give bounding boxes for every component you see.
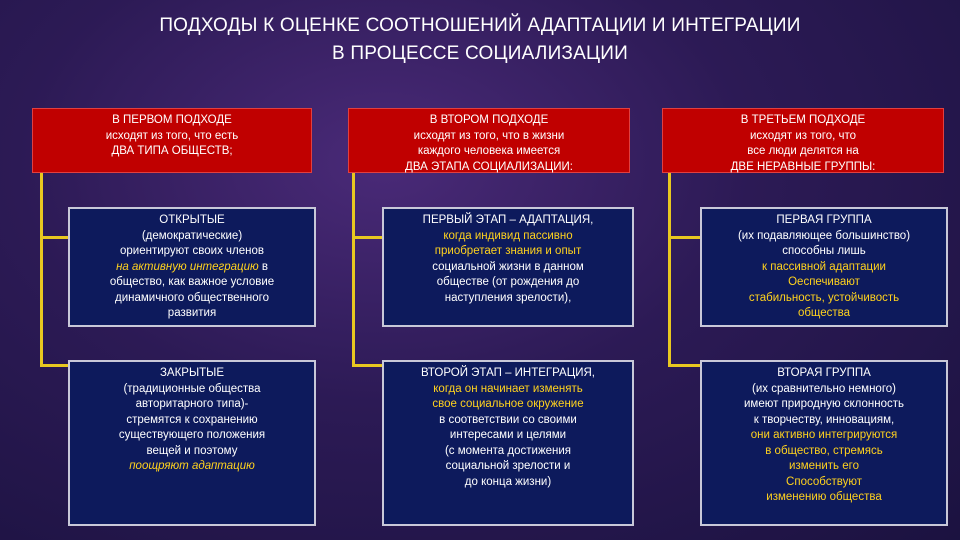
approach-3-emphasis: ДВЕ НЕРАВНЫЕ ГРУППЫ: [730,160,876,173]
approach-2-title: В ВТОРОМ ПОДХОДЕ [429,114,549,126]
approach-2-text: каждого человека имеется [417,145,561,157]
approach-3-header [662,108,944,173]
group-1-highlight: стабильность, устойчивость [748,291,900,304]
connector-vertical-3 [668,173,671,367]
stage-1-highlight: когда индивид пассивно [443,229,573,242]
connector-h-2a [352,236,382,239]
group-1-title: ПЕРВАЯ ГРУППА [776,214,872,226]
approach-2-emphasis: ДВА ЭТАПА СОЦИАЛИЗАЦИИ: [405,160,573,173]
closed-societies-line: (традиционные общества [123,382,261,395]
group-1-text: способны лишь [782,245,866,257]
group-2-text: к творчеству, инновациям, [753,413,895,426]
stage-2-text: в соответствии со своими [439,413,577,426]
group-2-text: имеют природную склонность [743,398,905,410]
title-line-2: В ПРОЦЕССЕ СОЦИАЛИЗАЦИИ [332,43,628,64]
slide-title [0,12,960,68]
connector-vertical-1 [40,173,43,367]
stage-1-title: ПЕРВЫЙ ЭТАП – АДАПТАЦИЯ, [422,214,594,226]
stage-1-text: наступления зрелости), [444,291,572,304]
stage-2-highlight: когда он начинает изменять [433,382,583,395]
approach-1-emphasis: ДВА ТИПА ОБЩЕСТВ; [111,145,233,157]
stage-1-box [382,207,634,327]
group-2-highlight: в общество, стремясь [765,444,883,457]
group-2-highlight: они активно интегрируются [750,429,898,441]
group-1-highlight: общества [797,307,851,319]
closed-societies-line: стремятся к сохранению [126,413,258,426]
group-1-box [700,207,948,327]
approach-2-header [348,108,630,173]
stage-2-title: ВТОРОЙ ЭТАП – ИНТЕГРАЦИЯ, [420,367,596,379]
closed-societies-line: авторитарного типа)- [135,398,249,410]
active-integration-emphasis: на активную интеграцию [116,260,259,273]
group-2-highlight: изменению общества [766,491,882,503]
approach-1-header [32,108,312,173]
connector-h-2b [352,364,382,367]
stage-1-highlight: приобретает знания и опыт [434,245,582,257]
approach-3-text: исходят из того, что [749,129,856,142]
stage-2-text: интересами и целями [449,429,567,441]
approach-3-title: В ТРЕТЬЕМ ПОДХОДЕ [740,114,866,126]
approach-1-text: исходят из того, что есть [105,129,239,142]
open-societies-line: (демократические) [141,229,243,242]
stage-1-text: социальной жизни в данном [432,260,584,273]
open-societies-line: динамичного общественного [114,291,270,304]
closed-societies-line: вещей и поэтому [146,444,238,457]
stage-2-box [382,360,634,526]
open-societies-line: общество, как важное условие [109,276,275,288]
approach-3-text: все люди делятся на [747,145,859,157]
open-societies-box [68,207,316,327]
encourage-adaptation-emphasis: поощряют адаптацию [129,460,255,472]
title-line-1: ПОДХОДЫ К ОЦЕНКЕ СООТНОШЕНИЙ АДАПТАЦИИ И ИНТЕГРАЦИИ [159,15,801,36]
group-1-text: (их подавляющее большинство) [737,229,911,242]
stage-1-text: обществе (от рождения до [436,276,580,288]
group-2-title: ВТОРАЯ ГРУППА [777,367,871,379]
open-societies-title: ОТКРЫТЫЕ [159,214,225,226]
connector-h-1b [40,364,68,367]
connector-h-3a [668,236,700,239]
connector-h-3b [668,364,700,367]
open-societies-line: развития [167,307,217,319]
stage-2-text: социальной зрелости и [445,460,571,472]
group-1-highlight: к пассивной адаптации [762,260,886,273]
closed-societies-line: существующего положения [118,429,266,441]
connector-vertical-2 [352,173,355,367]
group-2-box [700,360,948,526]
group-2-highlight: изменить его [789,460,859,472]
closed-societies-box [68,360,316,526]
stage-2-text: (с момента достижения [444,444,572,457]
stage-2-text: до конца жизни) [464,475,552,488]
group-1-highlight: Оеспечивают [788,276,860,288]
approach-1-title: В ПЕРВОМ ПОДХОДЕ [112,114,232,126]
closed-societies-title: ЗАКРЫТЫЕ [159,367,225,379]
open-societies-text: в [258,260,268,273]
stage-2-highlight: свое социальное окружение [432,398,584,410]
open-societies-line [76,260,308,276]
connector-h-1a [40,236,68,239]
group-2-text: (их сравнительно немного) [752,382,896,395]
group-2-highlight: Способствуют [786,475,862,488]
open-societies-line: ориентируют своих членов [120,245,264,257]
approach-2-text: исходят из того, что в жизни [413,129,565,142]
